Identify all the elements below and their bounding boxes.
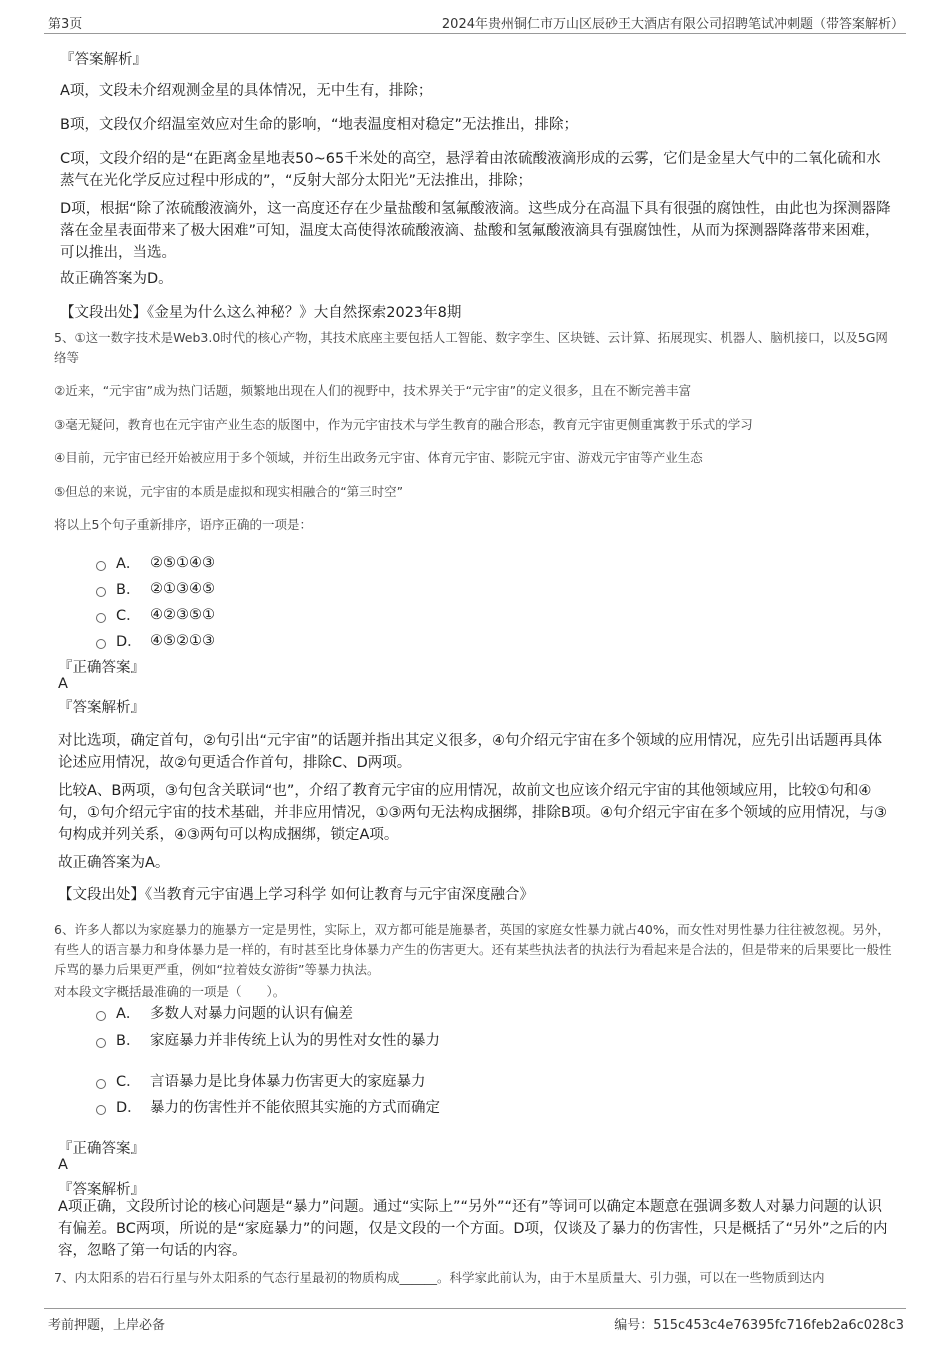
option-c[interactable]: C． ④②③⑤① <box>96 604 215 625</box>
conclusion: 故正确答案为D。 <box>60 271 173 287</box>
radio-icon[interactable] <box>96 561 106 571</box>
question-sentence-1: 5、①这一数字技术是Web3.0时代的核心产物，其技术底座主要包括人工智能、数字孪生、区块链、云计算、拓展现实、机器人、脑机接口，以及5G网络等 <box>54 330 888 365</box>
option-d[interactable]: D． 暴力的伤害性并不能依照其实施的方式而确定 <box>96 1096 440 1117</box>
document-title: 2024年贵州铜仁市万山区辰砂王大酒店有限公司招聘笔试冲刺题（带答案解析） <box>441 17 904 32</box>
analysis-paragraph-1: 对比选项，确定首句，②句引出“元宇宙”的话题并指出其定义很多，④句介绍元宇宙在多个领域的应用情况，应先引出话题再具体论述应用情况，故②句更适合作首句，排除C、D两项。 <box>58 733 883 771</box>
radio-icon[interactable] <box>96 639 106 649</box>
conclusion: 故正确答案为A。 <box>58 855 170 871</box>
radio-icon[interactable] <box>96 613 106 623</box>
option-d[interactable]: D． ④⑤②①③ <box>96 630 215 651</box>
radio-icon[interactable] <box>96 1079 106 1089</box>
answer-tag: 『正确答案』 <box>58 660 145 676</box>
answer-tag: 『正确答案』 <box>58 1141 145 1157</box>
document-id: 编号：515c453c4e76395fc716feb2a6c028c3 <box>614 1318 904 1333</box>
option-c[interactable]: C． 言语暴力是比身体暴力伤害更大的家庭暴力 <box>96 1070 426 1091</box>
header-divider <box>44 33 906 34</box>
analysis-paragraph-2: 比较A、B两项，③句包含关联词“也”，介绍了教育元宇宙的应用情况，故前文也应该介绍元宇宙的其他领域应用，比较①句和④句，①句介绍元宇宙的技术基础，并非应用情况，①③两句无法构成捆绑，排除B项。④句介绍元宇宙在多个领域的应用情况，与③句构成并列关系，④③两句可以构成捆绑，锁定A项。 <box>58 783 887 843</box>
radio-icon[interactable] <box>96 587 106 597</box>
radio-icon[interactable] <box>96 1038 106 1048</box>
footer-slogan: 考前押题，上岸必备 <box>48 1318 166 1333</box>
analysis-tag: 『答案解析』 <box>60 52 147 68</box>
question-prompt: 将以上5个句子重新排序，语序正确的一项是： <box>54 517 312 532</box>
question-sentence-2: ②近来，“元宇宙”成为热门话题，频繁地出现在人们的视野中，技术界关于“元宇宙”的定义很多，且在不断完善丰富 <box>54 383 692 398</box>
analysis-tag: 『答案解析』 <box>58 1182 145 1198</box>
footer-divider <box>44 1308 906 1309</box>
question-sentence-3: ③毫无疑问，教育也在元宇宙产业生态的版图中，作为元宇宙技术与学生教育的融合形态，教育元宇宙更侧重寓教于乐式的学习 <box>54 417 753 432</box>
radio-icon[interactable] <box>96 1105 106 1115</box>
question-stem: 6、许多人都以为家庭暴力的施暴方一定是男性，实际上，双方都可能是施暴者，英国的家庭女性暴力就占40%，而女性对男性暴力往往被忽视。另外，有些人的语言暴力和身体暴力是一样的，有时甚至比身体暴力产生的伤害更大。还有某些执法者的执法行为看起来是合法的，但是带来的后果要比一般性斥骂的暴力后果更严重，例如“拉着妓女游街”等暴力执法。 <box>54 922 892 977</box>
option-a[interactable]: A． ②⑤①④③ <box>96 552 215 573</box>
answer-value: A <box>58 676 68 692</box>
analysis-a: A项，文段未介绍观测金星的具体情况，无中生有，排除； <box>60 83 433 99</box>
source: 【文段出处】《当教育元宇宙遇上学习科学 如何让教育与元宇宙深度融合》 <box>58 887 534 903</box>
analysis-b: B项，文段仅介绍温室效应对生命的影响，“地表温度相对稳定”无法推出，排除； <box>60 117 578 133</box>
option-a[interactable]: A． 多数人对暴力问题的认识有偏差 <box>96 1002 353 1023</box>
answer-value: A <box>58 1157 68 1173</box>
question-stem: 7、内太阳系的岩石行星与外太阳系的气态行星最初的物质构成______。科学家此前认为，由于木星质量大、引力强，可以在一些物质到达内 <box>54 1270 825 1285</box>
question-sentence-5: ⑤但总的来说，元宇宙的本质是虚拟和现实相融合的“第三时空” <box>54 484 404 499</box>
option-b[interactable]: B． 家庭暴力并非传统上认为的男性对女性的暴力 <box>96 1029 440 1050</box>
radio-icon[interactable] <box>96 1011 106 1021</box>
analysis-tag: 『答案解析』 <box>58 700 145 716</box>
analysis-c: C项，文段介绍的是“在距离金星地表50~65千米处的高空，悬浮着由浓硫酸液滴形成的云雾，它们是金星大气中的二氧化硫和水蒸气在光化学反应过程中形成的”，“反射大部分太阳光”无法推出，排除； <box>60 151 881 189</box>
question-prompt: 对本段文字概括最准确的一项是（ ）。 <box>54 984 286 999</box>
option-b[interactable]: B． ②①③④⑤ <box>96 578 215 599</box>
question-sentence-4: ④目前，元宇宙已经开始被应用于多个领域，并衍生出政务元宇宙、体育元宇宙、影院元宇宙、游戏元宇宙等产业生态 <box>54 450 703 465</box>
source: 【文段出处】《金星为什么这么神秘？》大自然探索2023年8期 <box>60 305 462 321</box>
analysis-d: D项，根据“除了浓硫酸液滴外，这一高度还存在少量盐酸和氢氟酸液滴。这些成分在高温下具有很强的腐蚀性，由此也为探测器降落在金星表面带来了极大困难”可知，温度太高使得浓硫酸液滴、盐酸和氢氟酸液滴具有强腐蚀性，从而为探测器降落带来困难，可以推出，当选。 <box>60 201 891 261</box>
page-number: 第3页 <box>48 17 83 32</box>
analysis-paragraph: A项正确，文段所讨论的核心问题是“暴力”问题。通过“实际上”“另外”“还有”等词可以确定本题意在强调多数人对暴力问题的认识有偏差。BC两项，所说的是“家庭暴力”的问题，仅是文段的一个方面。D项，仅谈及了暴力的伤害性，只是概括了“另外”之后的内容，忽略了第一句话的内容。 <box>58 1199 888 1259</box>
